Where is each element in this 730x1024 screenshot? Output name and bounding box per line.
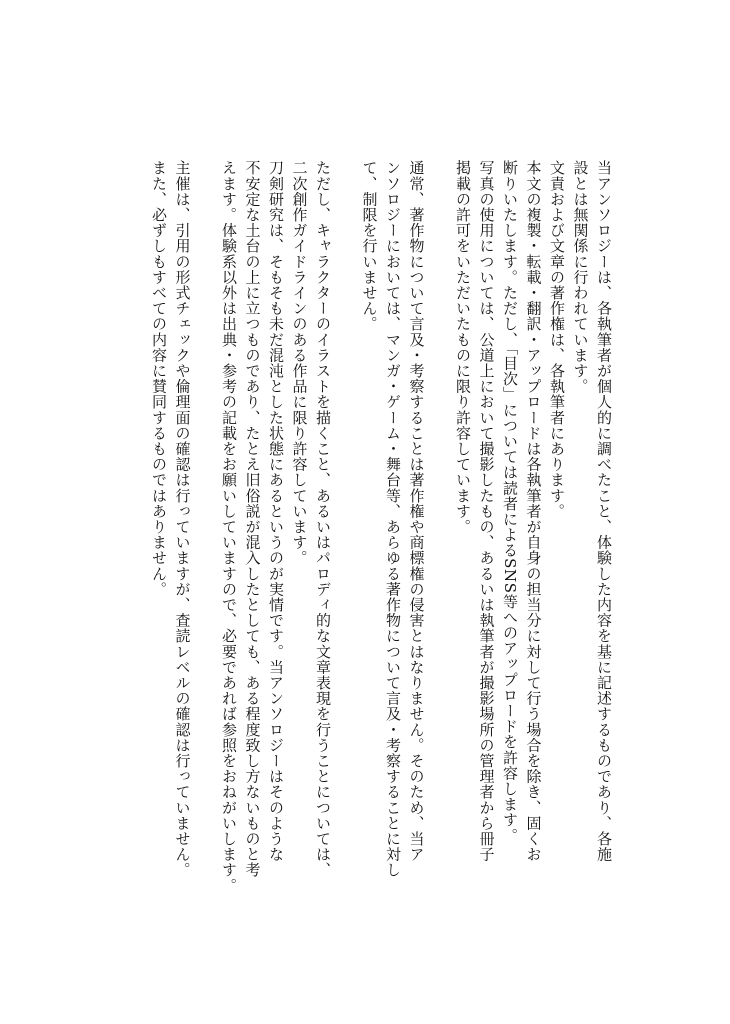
text-line: て、制限を行いません。	[360, 160, 379, 332]
text-line: 設とは無関係に行われています。	[571, 160, 590, 394]
disclaimer-text	[147, 160, 616, 960]
text-line: ただし、キャラクターのイラストを描くこと、あるいはパロディ的な文章表現を行うことについては、	[314, 160, 332, 878]
text-line: また、必ずしもすべての内容に賛同するものではありません。	[150, 160, 168, 597]
text-line: 本文の複製・転載・翻訳・アップロードは各執筆者が自身の担当分に対して行う場合を除き、固くお	[524, 160, 543, 862]
paragraph-derivative-works	[287, 160, 334, 960]
text-line: 当アンソロジーは、各執筆者が個人的に調べたこと、体験した内容を基に記述するものであり、各施	[595, 160, 613, 862]
paragraph-reproduction	[498, 160, 545, 960]
text-line: 掲載の許可をいただいたものに限り許容しています。	[454, 160, 472, 535]
paragraph-research-state	[217, 160, 288, 960]
text-line: 断りいたします。ただし、「目次」については読者によるSNS等へのアップロードを許容します。	[501, 160, 519, 844]
text-line: 二次創作ガイドラインのある作品に限り許容しています。	[290, 160, 309, 566]
text-line: 不安定な土台の上に立つものであり、たとえ旧俗説が混入したとしても、ある程度致し方ないものと考	[243, 160, 262, 878]
text-line: 主催は、引用の形式チェックや倫理面の確認は行っていますが、査読レベルの確認は行っていません。	[173, 160, 192, 878]
paragraph-references	[357, 160, 428, 960]
paragraph-independence	[568, 160, 615, 960]
paragraph-photos	[451, 160, 498, 960]
text-line: 刀剣研究は、そもそも未だ混沌とした状態にあるというのが実情です。当アンソロジーはそのような	[267, 160, 285, 862]
text-line: 文責および文章の著作権は、各執筆者にあります。	[548, 160, 566, 519]
text-line: えます。体験系以外は出典・参考の記載をお願いしていますので、必要であれば参照をおねがいします。	[220, 160, 238, 894]
paragraph-editorial-note	[147, 160, 194, 960]
text-line: ンソロジーにおいては、マンガ・ゲーム・舞台等、あらゆる著作物について言及・考察することに対し	[384, 160, 402, 878]
text-line: 写真の使用については、公道上において撮影したもの、あるいは執筆者が撮影場所の管理者から冊子	[477, 160, 496, 862]
paragraph-copyright	[545, 160, 569, 960]
text-line: 通常、著作物について言及・考察することは著作権や商標権の侵害とはなりません。そのため、当ア	[407, 160, 426, 862]
